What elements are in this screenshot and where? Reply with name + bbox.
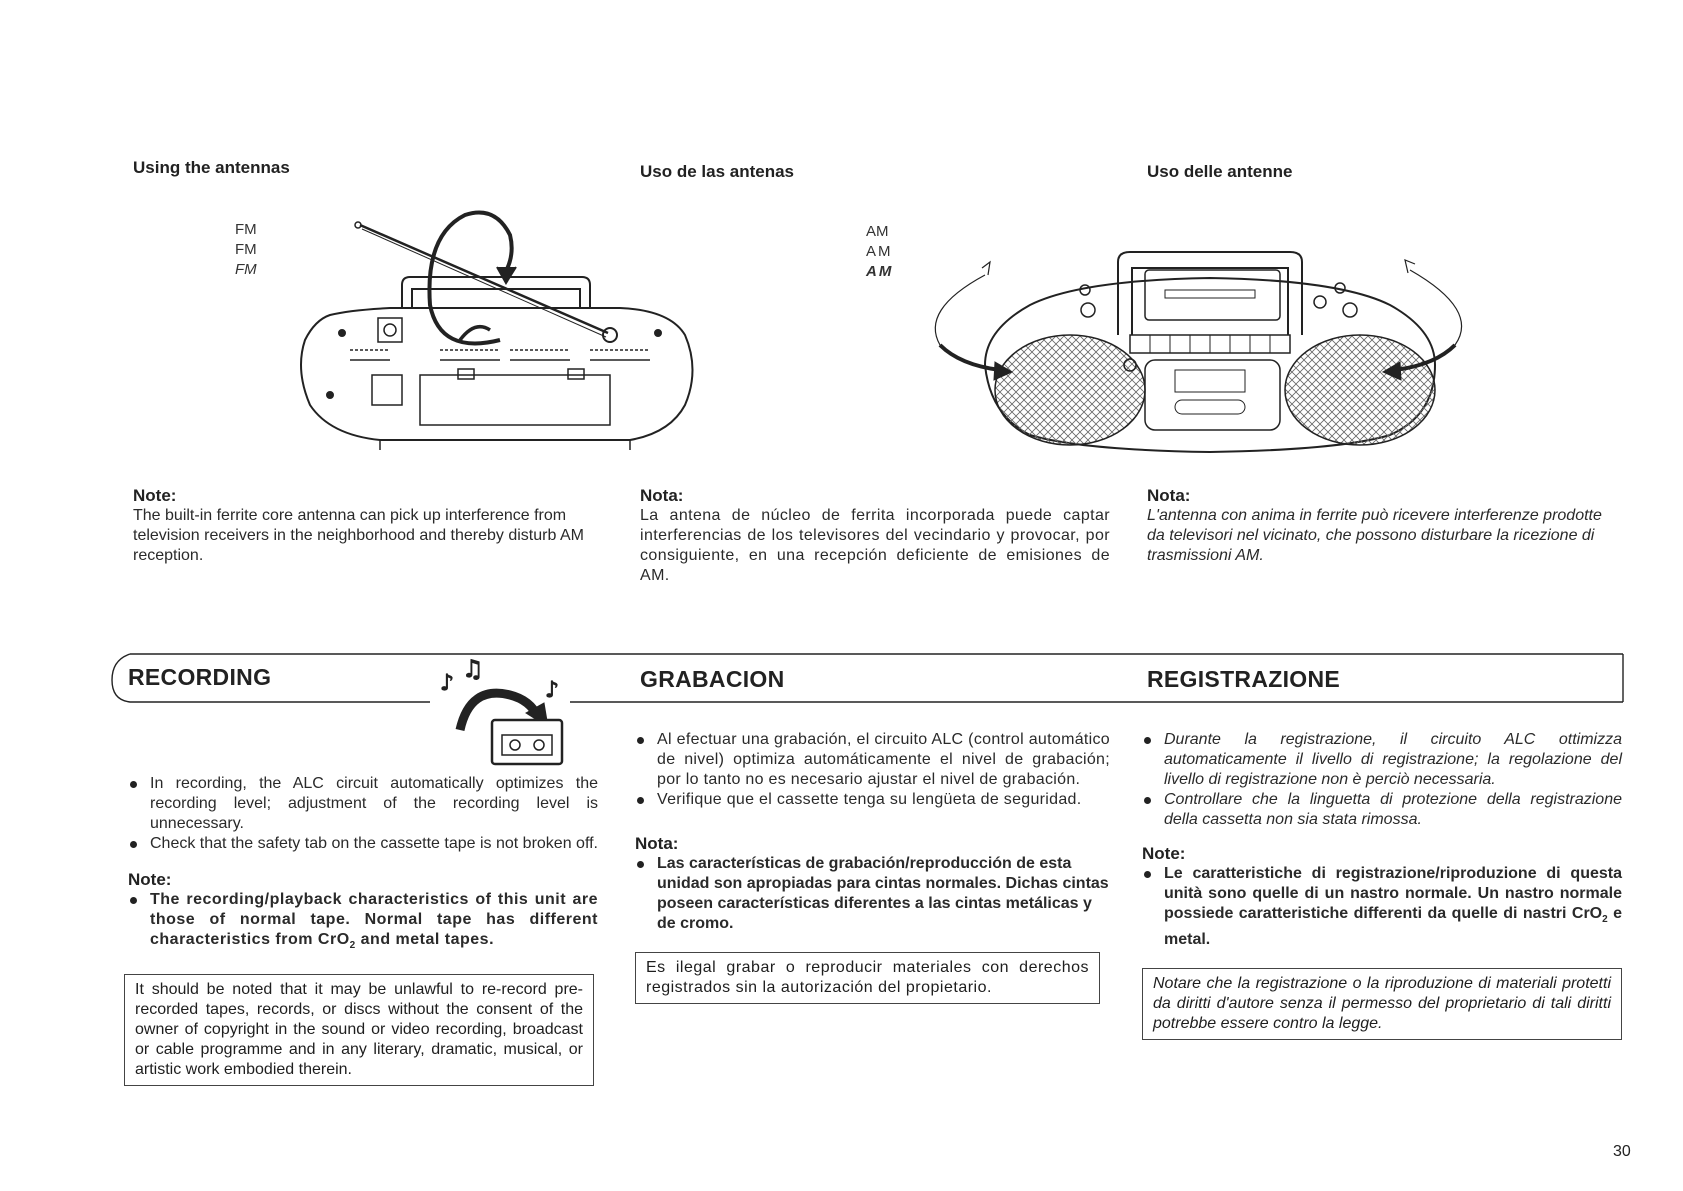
- am-label-it: AM: [866, 263, 894, 280]
- recording-en-bullet-1: In recording, the ALC circuit automatically optimizes the recording level; adjustment of the recording level is unnecessary.: [128, 774, 598, 834]
- antenna-note-es-text: La antena de núcleo de ferrita incorporada puede captar interferencias de los televisores del vecindario y provocar, por consiguiente, en una recepción deficiente de emisiones de AM.: [640, 507, 1110, 584]
- recording-it-bullet-1: Durante la registrazione, il circuito ALC ottimizza automaticamente il livello di registrazione; la regolazione del livello di registrazione non è perciò necessaria.: [1142, 730, 1622, 790]
- recording-en-note-text-a: The recording/playback characteristics of this unit are those of normal tape. Normal tape has different characteristics from CrO: [150, 891, 598, 948]
- recording-title-it: REGISTRAZIONE: [1147, 666, 1341, 692]
- antenna-note-it: [1147, 486, 1622, 566]
- antenna-note-it-text: L'antenna con anima in ferrite può ricevere interferenze prodotte da televisori nel vicinato, che possono disturbare la ricezione di trasmissioni AM.: [1147, 507, 1602, 564]
- recording-it-note-list: [1142, 864, 1622, 950]
- antenna-note-it-title: Nota:: [1147, 486, 1191, 505]
- recording-es-bullet-2: Verifique que el cassette tenga su lengüeta de seguridad.: [635, 790, 1110, 810]
- recording-es-bullet-1: Al efectuar una grabación, el circuito ALC (control automático de nivel) optimiza automáticamente el nivel de grabación; por lo tanto no es necesario ajustar el nivel de grabación.: [635, 730, 1110, 790]
- fm-label-es: FM: [235, 241, 257, 258]
- antenna-note-es: [640, 486, 1110, 586]
- recording-it-note-text-a: Le caratteristiche di registrazione/riproduzione di questa unità sono quelle di un nastro normale. Un nastro normale possiede caratteristiche differenti da quelle di nastri CrO: [1164, 865, 1622, 922]
- fm-label-it: FM: [235, 261, 257, 278]
- recording-en-bullet-2: Check that the safety tab on the cassette tape is not broken off.: [128, 834, 598, 854]
- recording-it-note-title: Note:: [1142, 844, 1186, 863]
- antenna-note-en-text: The built-in ferrite core antenna can pick up interference from television receivers in the neighborhood and thereby disturb AM reception.: [133, 507, 584, 564]
- svg-text:♪: ♪: [440, 671, 455, 696]
- page-number: 30: [1613, 1143, 1631, 1160]
- am-label-en: AM: [866, 223, 889, 240]
- antennas-title-en: Using the antennas: [133, 158, 290, 177]
- antennas-title-it: Uso delle antenne: [1147, 162, 1293, 181]
- recording-title-es: GRABACION: [640, 666, 785, 692]
- am-label-group: [866, 222, 893, 282]
- antenna-note-en-title: Note:: [133, 486, 177, 505]
- recording-es-note-bullet: Las características de grabación/reproducción de esta unidad son apropiadas para cintas normales. Dichas cintas poseen características diferentes a las cintas metálicas y de cromo.: [635, 854, 1110, 934]
- svg-text:♪: ♪: [545, 678, 560, 703]
- recording-en-note-sub: 2: [349, 940, 356, 952]
- recording-it-copyright-box: Notare che la registrazione o la riproduzione di materiali protetti da diritti d'autore senza il permesso del proprietario di tali diritti potrebbe essere contro la legge.: [1142, 968, 1622, 1040]
- recording-it-bullet-2: Controllare che la linguetta di protezione della registrazione della cassetta non sia stata rimossa.: [1142, 790, 1622, 830]
- fm-antenna-illustration: [290, 205, 710, 465]
- fm-label-group: [235, 220, 257, 280]
- am-label-es: AM: [866, 243, 893, 260]
- recording-it-bullets: [1142, 730, 1622, 830]
- recording-es-column: [635, 730, 1110, 1004]
- am-antenna-illustration: [920, 240, 1490, 465]
- recording-it-column: [1142, 730, 1622, 1040]
- antennas-title-es: Uso de las antenas: [640, 162, 795, 181]
- recording-en-note-bullet: [128, 890, 598, 956]
- antenna-note-en: [133, 486, 603, 566]
- recording-title-en: RECORDING: [128, 664, 272, 690]
- recording-it-note-text-b: e metal.: [1164, 905, 1623, 949]
- recording-en-copyright-box: It should be noted that it may be unlawful to re-record pre-recorded tapes, records, or discs without the consent of the owner of copyright in the sound or video recording, broadcast or cable programme and in any literary, dramatic, musical, or artistic work embodied therein.: [124, 974, 594, 1086]
- fm-label-en: FM: [235, 221, 257, 238]
- recording-es-bullets: [635, 730, 1110, 810]
- recording-es-copyright-box: Es ilegal grabar o reproducir materiales con derechos registrados sin la autorización del propietario.: [635, 952, 1100, 1004]
- svg-text:♫: ♫: [462, 655, 484, 683]
- recording-en-note-title: Note:: [128, 870, 172, 889]
- recording-en-bullets: [128, 774, 598, 854]
- recording-cassette-icon: [430, 655, 580, 770]
- recording-it-note-sub: 2: [1602, 914, 1608, 926]
- recording-es-note-list: [635, 854, 1110, 934]
- antenna-note-es-title: Nota:: [640, 486, 684, 505]
- recording-it-note-bullet: [1142, 864, 1622, 950]
- recording-en-note-list: [128, 890, 598, 956]
- recording-en-column: [128, 774, 598, 1086]
- recording-en-note-text-b: and metal tapes.: [355, 931, 495, 948]
- recording-es-note-title: Nota:: [635, 834, 679, 853]
